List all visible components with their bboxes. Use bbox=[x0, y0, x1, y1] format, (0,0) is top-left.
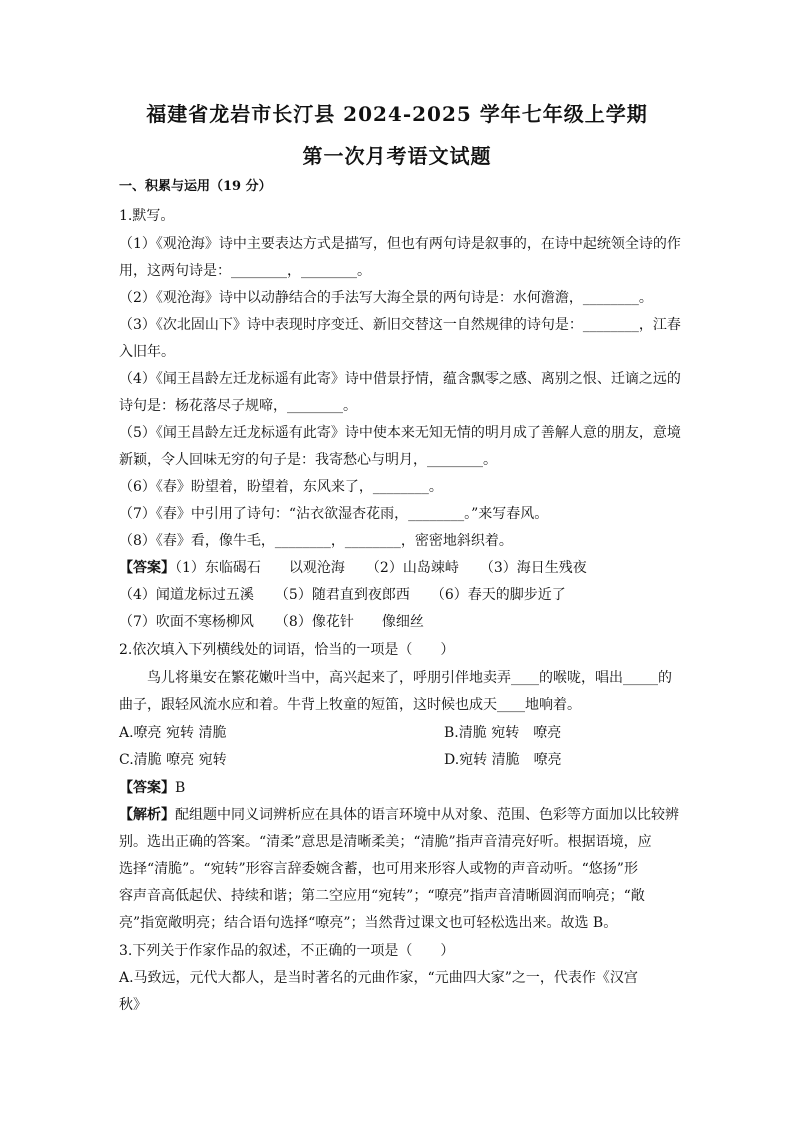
q1-item5-line2: 新颖，令人回味无穷的句子是：我寄愁心与明月，________。 bbox=[119, 452, 497, 468]
q1-answer-line2: （4）闻道龙标过五溪 （5）随君直到夜郎西 （6）春天的脚步近了 bbox=[119, 587, 566, 603]
q2-explanation-line1 bbox=[119, 805, 679, 825]
q1-item1-line2: 用，这两句诗是：________，________。 bbox=[119, 263, 371, 279]
q2-option-c: C.清脆 嘹亮 宛转 bbox=[119, 752, 227, 768]
q1-item3-line2: 入旧年。 bbox=[119, 344, 175, 360]
q2-passage-line1: 鸟儿将巢安在繁花嫩叶当中，高兴起来了，呼朋引伴地卖弄____的喉咙，唱出_____的 bbox=[147, 670, 672, 686]
q1-answer-line1 bbox=[119, 558, 587, 578]
document-title-line1: 福建省龙岩市长汀县 2024-2025 学年七年级上学期 bbox=[146, 102, 648, 126]
q1-item8: （8）《春》看，像牛毛，________，________，密密地斜织着。 bbox=[119, 533, 513, 549]
q2-answer bbox=[119, 778, 185, 798]
q1-item4-line1: （4）《闻王昌龄左迁龙标遥有此寄》诗中借景抒情，蕴含飘零之感、离别之恨、迁谪之远的 bbox=[119, 371, 681, 387]
q2-passage-line2: 曲子，跟轻风流水应和着。牛背上牧童的短笛，这时候也成天____地响着。 bbox=[119, 697, 581, 713]
q1-item5-line1: （5）《闻王昌龄左迁龙标遥有此寄》诗中使本来无知无情的明月成了善解人意的朋友，意境 bbox=[119, 425, 681, 441]
q2-option-d: D.宛转 清脆 嘹亮 bbox=[444, 752, 562, 768]
q1-stem: 1.默写。 bbox=[119, 208, 175, 224]
q2-explanation-line4: 容声音高低起伏、持续和谐；第二空应用“宛转”；“嘹亮”指声音清晰圆润而响亮；“敞 bbox=[119, 888, 645, 904]
q1-item6: （6）《春》盼望着，盼望着，东风来了，________。 bbox=[119, 479, 443, 495]
q3-option-a-line1: A.马致远，元代大都人，是当时著名的元曲作家，“元曲四大家”之一，代表作《汉宫 bbox=[119, 970, 638, 986]
q1-item4-line2: 诗句是：杨花落尽子规啼，________。 bbox=[119, 398, 357, 414]
q3-stem: 3.下列关于作家作品的叙述，不正确的一项是（ ） bbox=[119, 943, 455, 959]
q1-answer-text1: （1）东临碣石 以观沧海 （2）山岛竦峙 （3）海日生残夜 bbox=[175, 560, 587, 576]
q1-item7: （7）《春》中引用了诗句：“沾衣欲湿杏花雨，________。”来写春风。 bbox=[119, 506, 549, 522]
answer-label: 【答案】 bbox=[119, 560, 175, 576]
q2-option-a: A.嘹亮 宛转 清脆 bbox=[119, 725, 227, 741]
q1-item1-line1: （1）《观沧海》诗中主要表达方式是描写，但也有两句诗是叙事的，在诗中起统领全诗的作 bbox=[119, 236, 681, 252]
answer-label: 【答案】 bbox=[119, 780, 175, 796]
q3-option-a-line2: 秋》 bbox=[119, 997, 147, 1013]
q2-stem: 2.依次填入下列横线处的词语，恰当的一项是（ ） bbox=[119, 642, 455, 658]
q2-answer-value: B bbox=[175, 780, 186, 796]
q1-item3-line1: （3）《次北固山下》诗中表现时序变迁、新旧交替这一自然规律的诗句是：________，江春 bbox=[119, 317, 681, 333]
q2-explanation-text1: 配组题中同义词辨析应在具体的语言环境中从对象、范围、色彩等方面加以比较辨 bbox=[175, 807, 679, 823]
q1-answer-line3: （7）吹面不寒杨柳风 （8）像花针 像细丝 bbox=[119, 614, 424, 630]
q2-explanation-line5: 亮”指宽敞明亮；结合语句选择“嘹亮”；当然背过课文也可轻松选出来。故选 B。 bbox=[119, 915, 618, 931]
document-title-line2: 第一次月考语文试题 bbox=[302, 144, 492, 168]
q1-item2: （2）《观沧海》诗中以动静结合的手法写大海全景的两句诗是：水何澹澹，________。 bbox=[119, 290, 653, 306]
section-heading: 一、积累与运用（19 分） bbox=[119, 179, 272, 194]
q2-explanation-line2: 别。选出正确的答案。“清柔”意思是清晰柔美；“清脆”指声音清亮好听。根据语境，应 bbox=[119, 834, 652, 850]
explanation-label: 【解析】 bbox=[119, 807, 175, 823]
q2-explanation-line3: 选择“清脆”。“宛转”形容言辞委婉含蓄，也可用来形容人或物的声音动听。“悠扬”形 bbox=[119, 861, 638, 877]
q2-option-b: B.清脆 宛转 嘹亮 bbox=[444, 725, 562, 741]
